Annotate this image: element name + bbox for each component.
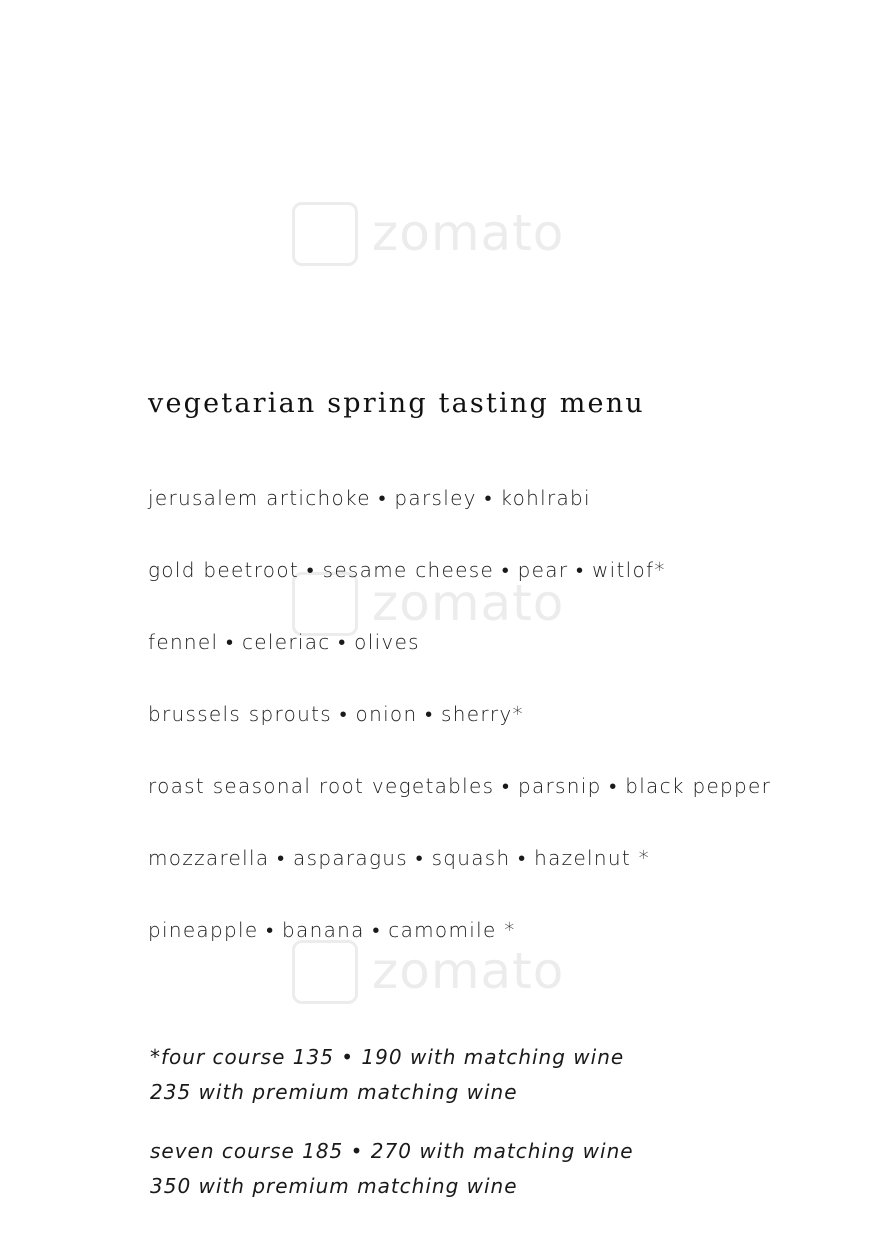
seven-course-premium-price: 350 with premium matching wine xyxy=(150,1174,518,1198)
course-list xyxy=(148,480,771,984)
zomato-watermark xyxy=(292,200,592,270)
zomato-logo-icon xyxy=(292,202,358,266)
course-item: mozzarella • asparagus • squash • hazelnut * xyxy=(148,846,650,870)
course-item: jerusalem artichoke • parsley • kohlrabi xyxy=(148,486,591,510)
seven-course-price: seven course 185 • 270 with matching wine xyxy=(150,1139,634,1163)
menu-title: vegetarian spring tasting menu xyxy=(148,388,645,419)
watermark-text: zomato xyxy=(372,574,565,632)
watermark-text: zomato xyxy=(372,942,565,1000)
course-item: brussels sprouts • onion • sherry* xyxy=(148,702,524,726)
course-item: fennel • celeriac • olives xyxy=(148,630,420,654)
pricing-section xyxy=(150,1040,634,1204)
four-course-premium-price: 235 with premium matching wine xyxy=(150,1080,518,1104)
four-course-price: *four course 135 • 190 with matching wine xyxy=(150,1045,625,1069)
course-item: pineapple • banana • camomile * xyxy=(148,918,516,942)
course-item: gold beetroot • sesame cheese • pear • witlof* xyxy=(148,558,666,582)
course-item: roast seasonal root vegetables • parsnip • black pepper xyxy=(148,774,772,798)
watermark-text: zomato xyxy=(372,204,565,262)
